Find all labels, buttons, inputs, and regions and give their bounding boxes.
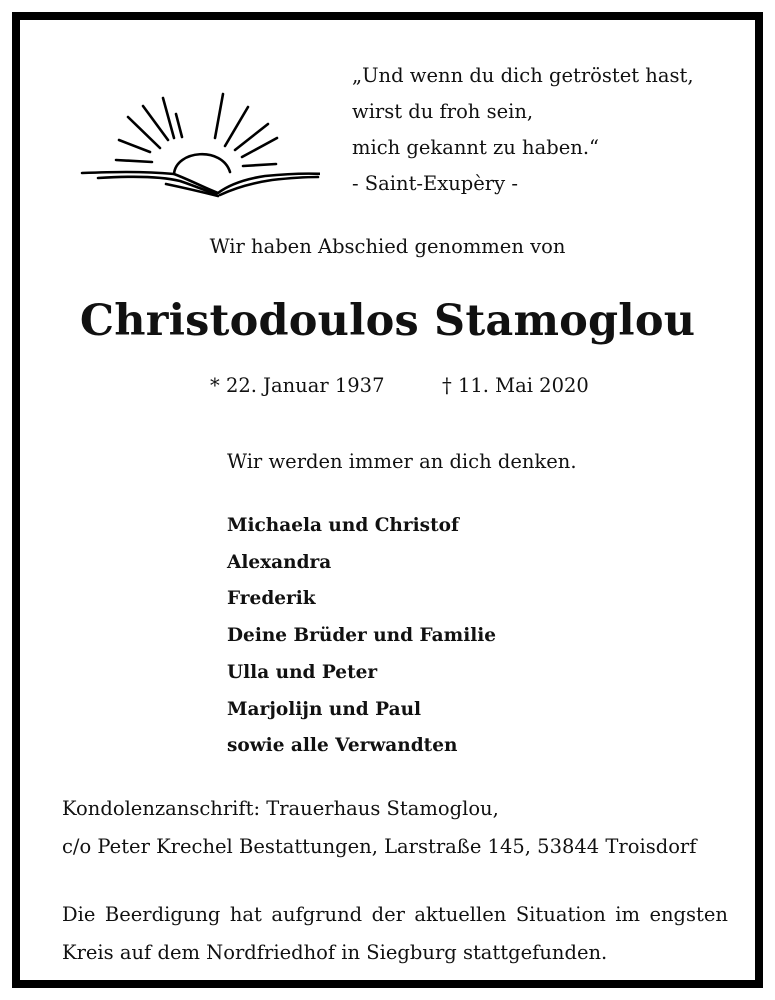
mourner-item: Frederik (227, 588, 316, 610)
address-line: c/o Peter Krechel Bestattungen, Larstraße 145, 53844 Troisdorf (62, 835, 697, 858)
birth-date: * 22. Januar 1937 (210, 374, 385, 397)
deceased-name: Christodoulos Stamoglou (79, 296, 696, 346)
quote-author: - Saint-Exupèry - (352, 172, 518, 195)
obituary-frame (12, 12, 763, 988)
mourner-item: Michaela und Christof (227, 515, 459, 536)
remembrance-text: Wir werden immer an dich denken. (227, 450, 577, 473)
quote-line: mich gekannt zu haben.“ (352, 136, 599, 159)
burial-note (62, 896, 728, 972)
intro-text: Wir haben Abschied genommen von (209, 235, 566, 258)
quote-block (352, 58, 694, 202)
mourner-item: Marjolijn und Paul (227, 698, 422, 720)
condolence-address (62, 790, 696, 866)
quote-line: „Und wenn du dich getröstet hast, (352, 64, 694, 87)
mourner-item: sowie alle Verwandten (227, 735, 458, 757)
sunrise-icon (70, 80, 320, 205)
mourner-item: Ulla und Peter (227, 661, 378, 683)
burial-line: Kreis auf dem Nordfriedhof in Siegburg stattgefunden. (62, 941, 608, 964)
mourners-list (227, 508, 496, 765)
address-line: Kondolenzanschrift: Trauerhaus Stamoglou, (62, 797, 499, 820)
burial-line: Die Beerdigung hat aufgrund der aktuellen Situation im engsten (62, 903, 728, 926)
quote-line: wirst du froh sein, (352, 100, 534, 123)
death-date: † 11. Mai 2020 (442, 374, 589, 397)
mourner-item: Alexandra (227, 551, 332, 573)
mourner-item: Deine Brüder und Familie (227, 625, 497, 647)
